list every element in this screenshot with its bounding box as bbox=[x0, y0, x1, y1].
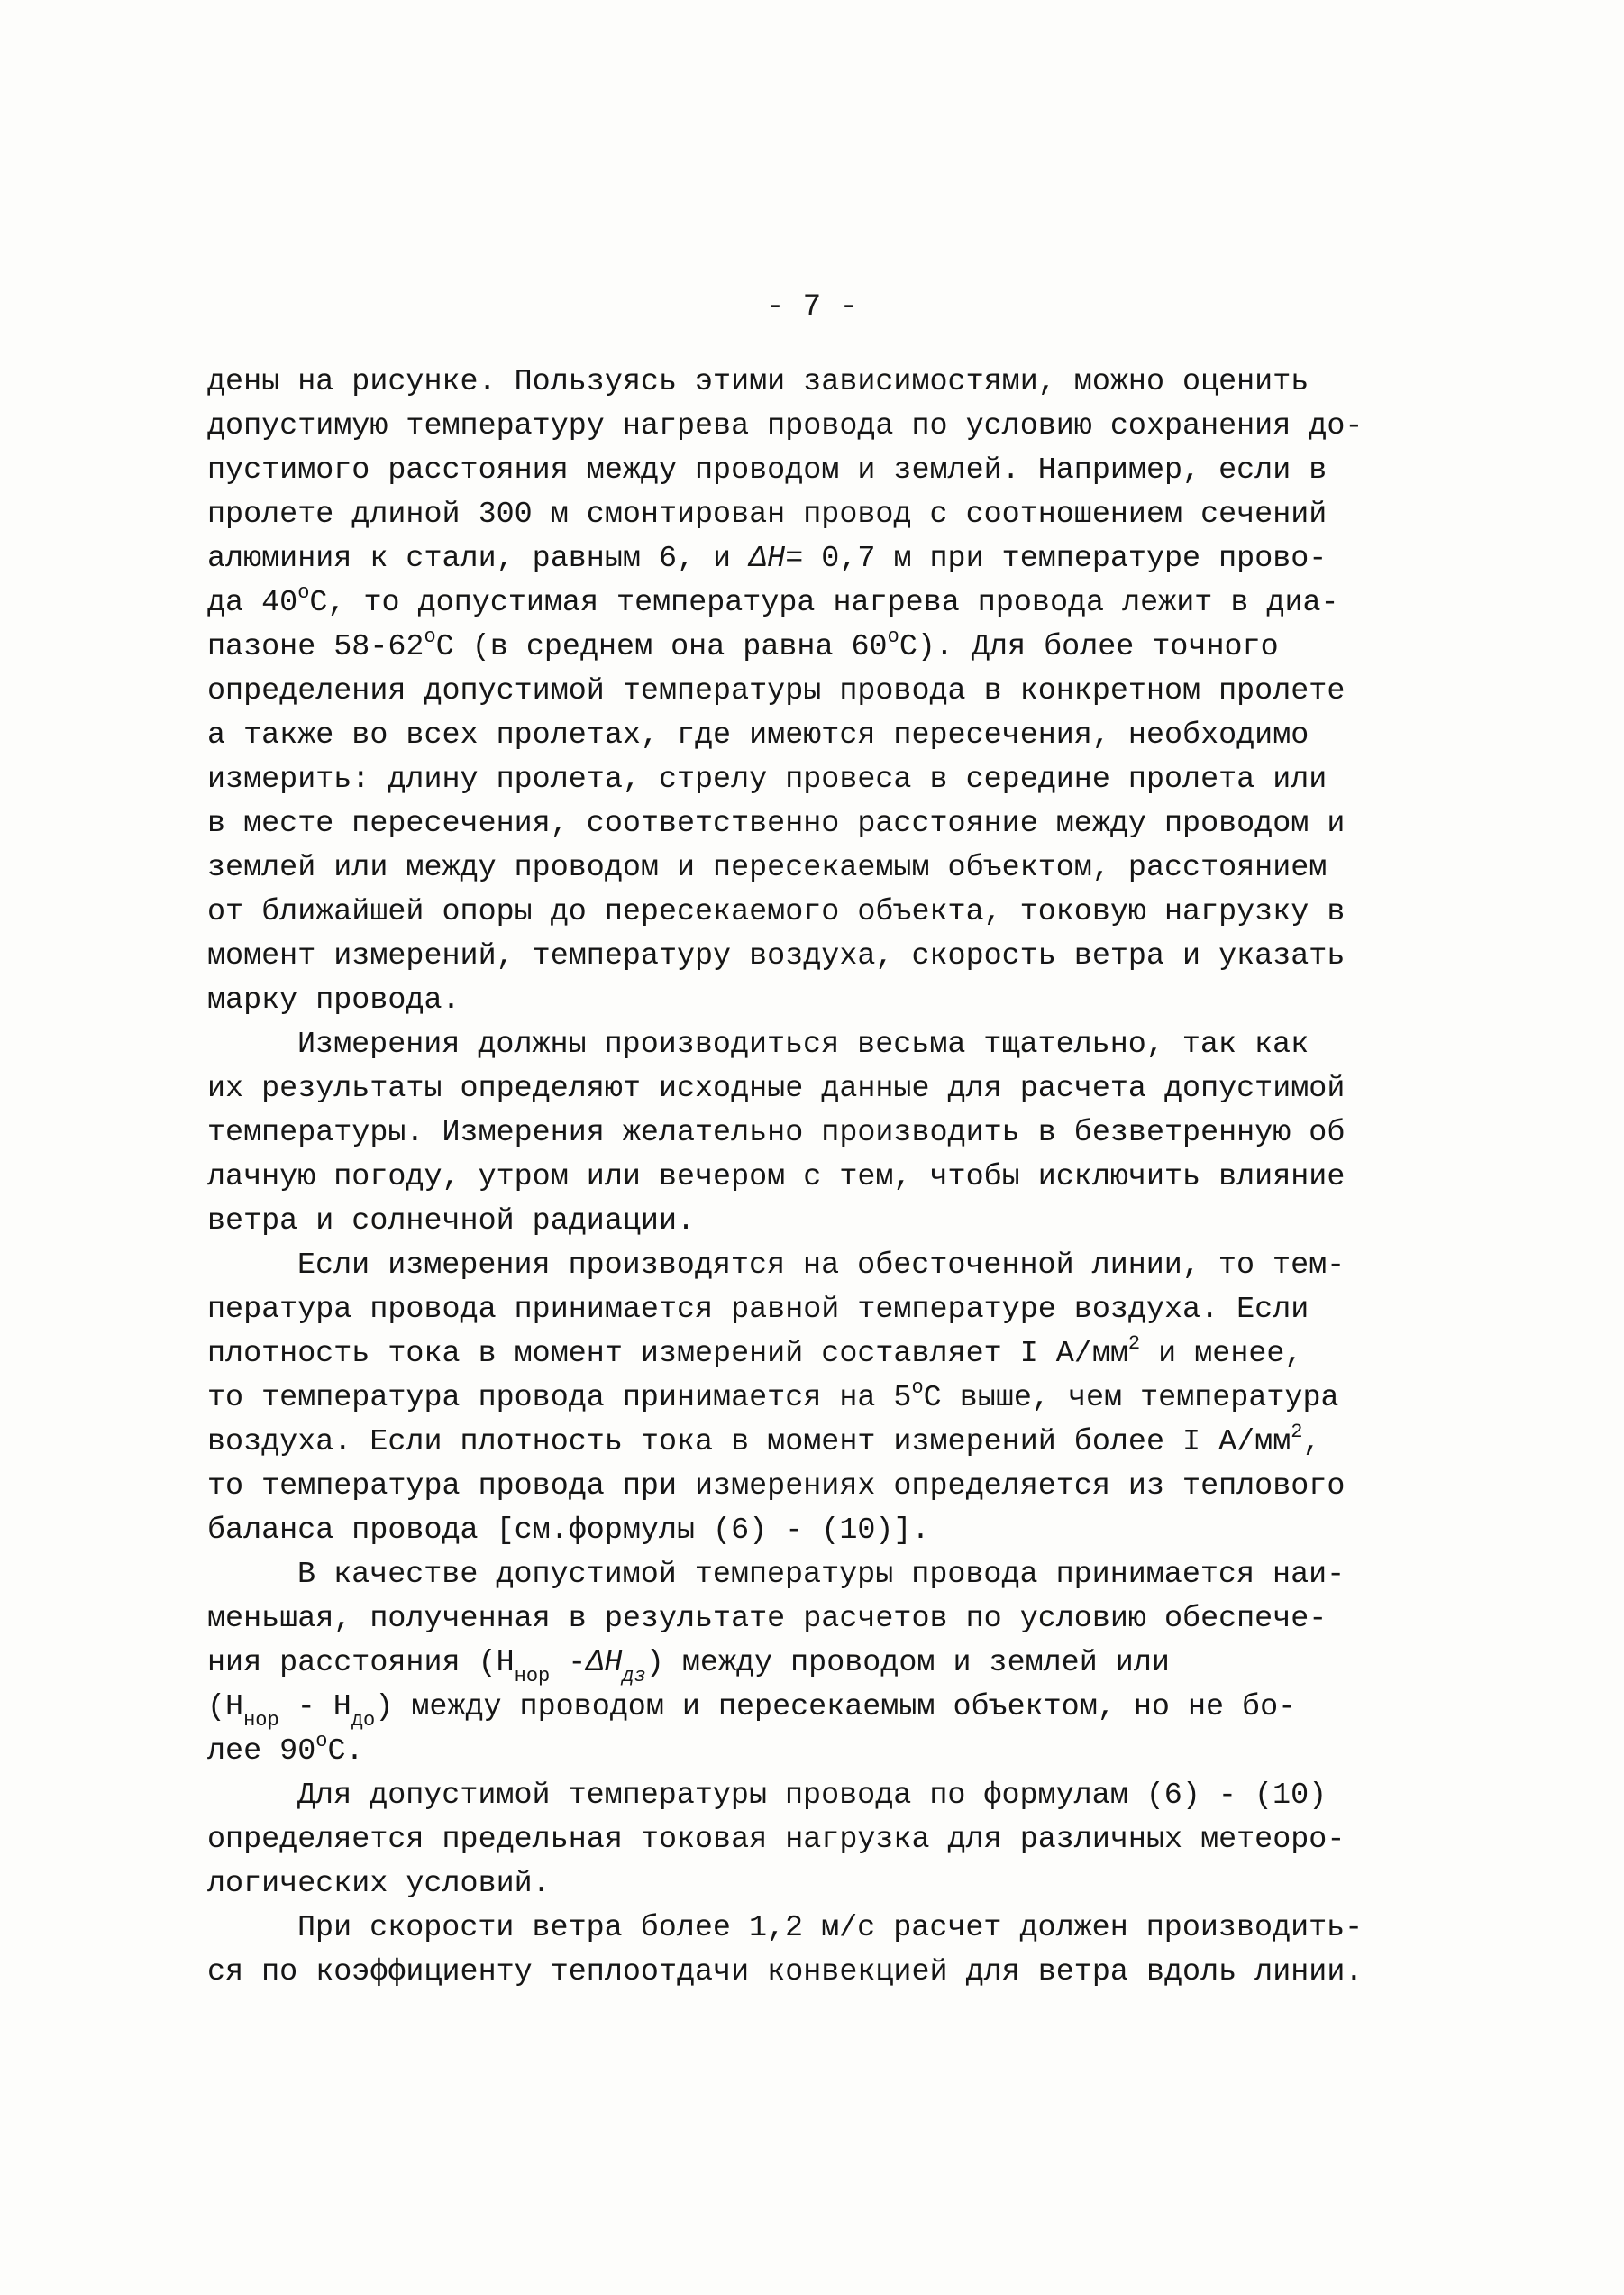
page-number: - 7 - bbox=[765, 290, 859, 325]
text-fragment: - bbox=[550, 1646, 587, 1680]
paragraph-start: В качестве допустимой температуры провода принимается наи- bbox=[297, 1558, 1346, 1592]
text-fragment: - H bbox=[278, 1690, 351, 1724]
text-line: баланса провода [см.формулы (6) - (10)]. bbox=[207, 1513, 930, 1548]
text-line: момент измерений, температуру воздуха, скорость ветра и указать bbox=[207, 939, 1346, 974]
degree-sign: o bbox=[315, 1730, 328, 1752]
text-line: определяется предельная токовая нагрузка для различных метеоро- bbox=[207, 1823, 1346, 1857]
text-fragment: C). Для более точного bbox=[899, 630, 1279, 664]
text-fragment: C, то допустимая температура нагрева провода лежит в диа- bbox=[309, 586, 1339, 620]
text-line: пролете длиной 300 м смонтирован провод с соотношением сечений bbox=[207, 498, 1327, 532]
delta-h-symbol: ΔH bbox=[749, 542, 786, 576]
degree-sign: o bbox=[297, 581, 310, 604]
text-line: пустимого расстояния между проводом и землей. Например, если в bbox=[207, 453, 1327, 488]
subscript: нор bbox=[514, 1665, 551, 1687]
text-line: измерить: длину пролета, стрелу провеса в середине пролета или bbox=[207, 763, 1327, 797]
text-line: пература провода принимается равной температуре воздуха. Если bbox=[207, 1293, 1309, 1327]
text-line: а также во всех пролетах, где имеются пересечения, необходимо bbox=[207, 718, 1309, 753]
text-line bbox=[207, 1421, 1370, 1465]
text-line bbox=[207, 1376, 1370, 1421]
text-line bbox=[207, 537, 1370, 581]
text-line bbox=[207, 1641, 1370, 1686]
degree-sign: o bbox=[424, 626, 436, 648]
delta-h-symbol: ΔH bbox=[586, 1646, 623, 1680]
paragraph-start: Для допустимой температуры провода по формулам (6) - (10) bbox=[297, 1778, 1327, 1813]
text-fragment: = 0,7 м при температуре прово- bbox=[785, 542, 1327, 576]
subscript: до bbox=[351, 1709, 376, 1732]
text-fragment: C. bbox=[327, 1734, 364, 1769]
text-line bbox=[207, 1686, 1370, 1730]
superscript: 2 bbox=[1127, 1332, 1141, 1355]
paragraph-start: При скорости ветра более 1,2 м/с расчет должен производить- bbox=[297, 1911, 1364, 1945]
superscript: 2 bbox=[1291, 1421, 1303, 1443]
text-line: температуры. Измерения желательно производить в безветренную об bbox=[207, 1116, 1346, 1150]
text-fragment: алюминия к стали, равным 6, и bbox=[207, 542, 732, 576]
degree-sign: o bbox=[887, 626, 899, 648]
text-line: меньшая, полученная в результате расчетов по условию обеспече- bbox=[207, 1602, 1327, 1636]
text-line: лачную погоду, утром или вечером с тем, чтобы исключить влияние bbox=[207, 1160, 1346, 1194]
degree-sign: o bbox=[911, 1376, 924, 1399]
text-fragment: пазоне 58-62 bbox=[207, 630, 424, 664]
text-fragment: ) между проводом и землей или bbox=[645, 1646, 1170, 1680]
text-fragment: ния расстояния (H bbox=[207, 1646, 515, 1680]
paragraph-start: Измерения должны производиться весьма тщательно, так как bbox=[297, 1028, 1309, 1062]
subscript: нор bbox=[243, 1709, 279, 1732]
text-fragment: лее 90 bbox=[207, 1734, 316, 1769]
text-line: в месте пересечения, соответственно расстояние между проводом и bbox=[207, 807, 1346, 841]
subscript: дз bbox=[622, 1665, 646, 1687]
text-line bbox=[207, 626, 1370, 670]
text-line bbox=[207, 1730, 1370, 1774]
text-line: ветра и солнечной радиации. bbox=[207, 1204, 696, 1239]
text-line: землей или между проводом и пересекаемым объектом, расстоянием bbox=[207, 851, 1327, 885]
text-fragment: ) между проводом и пересекаемым объектом, но не бо- bbox=[375, 1690, 1297, 1724]
text-fragment: то температура провода принимается на 5 bbox=[207, 1381, 912, 1415]
text-line: дены на рисунке. Пользуясь этими зависимостями, можно оценить bbox=[207, 365, 1309, 399]
text-fragment: , bbox=[1302, 1425, 1321, 1459]
text-fragment: воздуха. Если плотность тока в момент измерений более I А/мм bbox=[207, 1425, 1291, 1459]
text-line bbox=[207, 1332, 1370, 1376]
body-text bbox=[207, 361, 1370, 1995]
paragraph-start: Если измерения производятся на обесточенной линии, то тем- bbox=[297, 1248, 1346, 1283]
text-line bbox=[207, 581, 1370, 626]
text-line: ся по коэффициенту теплоотдачи конвекцией для ветра вдоль линии. bbox=[207, 1955, 1364, 1989]
text-fragment: C выше, чем температура bbox=[923, 1381, 1339, 1415]
text-fragment: (H bbox=[207, 1690, 244, 1724]
text-fragment: и менее, bbox=[1140, 1337, 1303, 1371]
text-line: марку провода. bbox=[207, 983, 461, 1018]
text-line: логических условий. bbox=[207, 1867, 551, 1901]
text-line: определения допустимой температуры провода в конкретном пролете bbox=[207, 674, 1346, 709]
text-line: то температура провода при измерениях определяется из теплового bbox=[207, 1469, 1346, 1504]
text-fragment: да 40 bbox=[207, 586, 298, 620]
text-line: их результаты определяют исходные данные для расчета допустимой bbox=[207, 1072, 1346, 1106]
text-line: от ближайшей опоры до пересекаемого объекта, токовую нагрузку в bbox=[207, 895, 1346, 929]
text-line: допустимую температуру нагрева провода по условию сохранения до- bbox=[207, 409, 1364, 443]
text-fragment: C (в среднем она равна 60 bbox=[435, 630, 888, 664]
text-fragment: плотность тока в момент измерений составляет I А/мм bbox=[207, 1337, 1128, 1371]
